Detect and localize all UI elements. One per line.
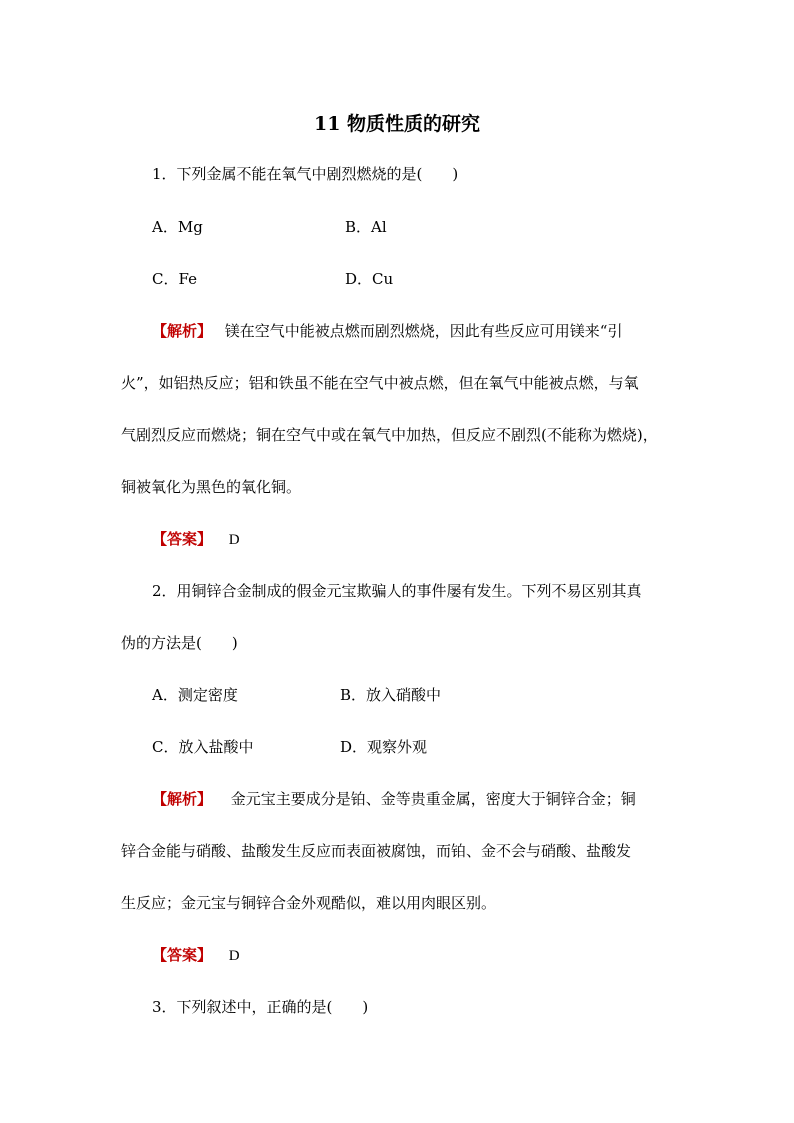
q1-answer-line xyxy=(152,529,794,550)
q2-answer-value: D xyxy=(228,948,240,964)
page-title: 11 物质性质的研究 xyxy=(313,113,481,135)
q2-analysis-text-1: 金元宝主要成分是铂、金等贵重金属，密度大于铜锌合金；铜 xyxy=(230,790,636,808)
q2-option-b: B．放入硝酸中 xyxy=(340,686,442,704)
q2-option-d: D．观察外观 xyxy=(340,738,428,756)
q1-analysis-line-1 xyxy=(152,321,794,341)
q2-answer-tag: 【答案】 xyxy=(152,946,213,964)
q2-option-c: C．放入盐酸中 xyxy=(152,738,254,756)
q1-analysis-line-2: 火”，如铝热反应；铝和铁虽不能在空气中被点燃，但在氧气中能被点燃，与氧 xyxy=(121,374,639,392)
q2-stem-line-2: 伪的方法是( ) xyxy=(121,634,238,652)
q1-analysis-line-3: 气剧烈反应而燃烧；铜在空气中或在氧气中加热，但反应不剧烈(不能称为燃烧)， xyxy=(121,426,658,444)
q1-analysis-tag: 【解析】 xyxy=(152,322,213,340)
q2-analysis-tag: 【解析】 xyxy=(152,790,213,808)
q2-stem-line-1: 2．用铜锌合金制成的假金元宝欺骗人的事件屡有发生。下列不易区别其真 xyxy=(152,582,642,600)
q1-analysis-text-1: 镁在空气中能被点燃而剧烈燃烧，因此有些反应可用镁来“引 xyxy=(224,322,623,340)
q2-answer-line xyxy=(152,945,794,966)
q2-analysis-line-1 xyxy=(152,789,794,809)
q1-answer-value: D xyxy=(228,532,240,548)
q3-stem: 3．下列叙述中，正确的是( ) xyxy=(152,998,369,1016)
q1-answer-tag: 【答案】 xyxy=(152,530,213,548)
q1-option-a: A．Mg xyxy=(152,218,203,236)
q1-option-b: B．Al xyxy=(345,218,387,236)
q2-analysis-line-3: 生反应；金元宝与铜锌合金外观酷似，难以用肉眼区别。 xyxy=(121,894,497,912)
q2-analysis-line-2: 锌合金能与硝酸、盐酸发生反应而表面被腐蚀，而铂、金不会与硝酸、盐酸发 xyxy=(121,842,632,860)
q2-option-a: A．测定密度 xyxy=(152,686,238,704)
q1-analysis-line-4: 铜被氧化为黑色的氧化铜。 xyxy=(121,478,302,496)
q1-stem: 1．下列金属不能在氧气中剧烈燃烧的是( ) xyxy=(152,165,459,183)
q1-option-c: C．Fe xyxy=(152,270,197,288)
q1-option-d: D．Cu xyxy=(345,270,394,288)
